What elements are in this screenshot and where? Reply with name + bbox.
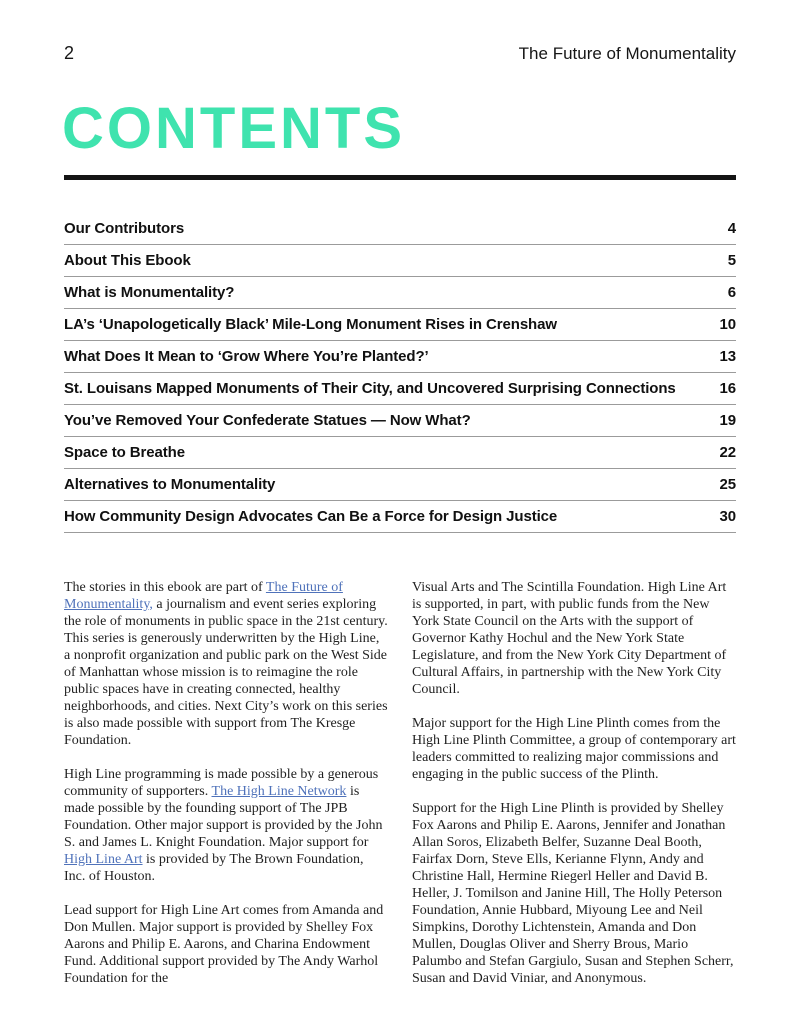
page-header	[64, 44, 736, 64]
toc-entry[interactable]	[64, 284, 736, 309]
toc-entry-label: Space to Breathe	[64, 443, 185, 461]
toc-entry[interactable]	[64, 444, 736, 469]
text-segment: Support for the High Line Plinth is provided by Shelley Fox Aarons and Philip E. Aarons, Jennifer and Jonathan Allan Soros, Elizabeth Belfer, Suzanne Deal Booth, Fairfax Dorn, Steve Ells, Kerianne Flynn, Andy and Christine Hall, Hermine Riegerl Heller and David B. Heller, J. Tomilson and Janine Hill, The Holly Peterson Foundation, Annie Hubbard, Miyoung Lee and Neil Simpkins, Dorothy Lichtenstein, Amanda and Don Mullen, Douglas Oliver and Sherry Brous, Mario Palumbo and Stefan Gargiulo, Susan and Stephen Scherr, Susan and David Viniar, and Anonymous.	[412, 800, 734, 986]
toc-entry-label: LA’s ‘Unapologetically Black’ Mile-Long Monument Rises in Crenshaw	[64, 315, 557, 333]
toc-entry[interactable]	[64, 476, 736, 501]
toc-entry[interactable]	[64, 412, 736, 437]
toc-entry-page-number: 5	[727, 251, 736, 269]
toc-entry-label: Our Contributors	[64, 219, 185, 237]
text-segment: Major support for the High Line Plinth comes from the High Line Plinth Committee, a group of contemporary art leaders committed to realizing major commissions and engaging in the public success of the Plinth.	[412, 715, 736, 782]
inline-link[interactable]: The Future of Monumentality,	[64, 579, 343, 612]
toc-entry[interactable]	[64, 380, 736, 405]
toc-entry-page-number: 30	[719, 507, 736, 525]
table-of-contents	[64, 220, 736, 533]
body-paragraph	[412, 579, 736, 698]
toc-entry-label: What is Monumentality?	[64, 283, 235, 301]
toc-entry[interactable]	[64, 316, 736, 341]
toc-entry-page-number: 6	[727, 283, 736, 301]
toc-entry-page-number: 4	[727, 219, 736, 237]
toc-entry-label: How Community Design Advocates Can Be a Force for Design Justice	[64, 507, 558, 525]
text-segment: Lead support for High Line Art comes from Amanda and Don Mullen. Major support is provided by Shelley Fox Aarons and Philip E. Aarons, and Charina Endowment Fund. Additional support provided by The Andy Warhol Foundation for the	[64, 902, 384, 986]
header-title: The Future of Monumentality	[518, 44, 736, 63]
inline-link[interactable]: High Line Art	[64, 851, 143, 867]
text-segment: is provided by The Brown Foundation, Inc. of Houston.	[64, 851, 364, 884]
text-segment: Visual Arts and The Scintilla Foundation. High Line Art is supported, in part, with public funds from the New York State Council on the Arts with the support of Governor Kathy Hochul and the New York State Legislature, and from the New York City Department of Cultural Affairs, in partnership with the New York City Council.	[412, 579, 727, 697]
toc-entry-label: Alternatives to Monumentality	[64, 475, 276, 493]
text-segment: a journalism and event series exploring the role of monuments in public space in the 21st century. This series is generously underwritten by the High Line, a nonprofit organization and public park on the West Side of Manhattan whose mission is to reimagine the role public spaces have in creating connected, healthy neighborhoods, and cities. Next City’s work on this series is also made possible with support from The Kresge Foundation.	[64, 596, 388, 748]
toc-entry-page-number: 10	[719, 315, 736, 333]
body-paragraph	[412, 800, 736, 987]
title-rule	[64, 175, 736, 180]
body-paragraph	[64, 766, 388, 885]
body-paragraph	[412, 715, 736, 783]
text-segment: is made possible by the founding support of The JPB Foundation. Other major support is provided by the John S. and James L. Knight Foundation. Major support for	[64, 783, 383, 850]
toc-entry-label: You’ve Removed Your Confederate Statues — Now What?	[64, 411, 471, 429]
toc-entry-label: What Does It Mean to ‘Grow Where You’re Planted?’	[64, 347, 429, 365]
inline-link[interactable]: The High Line Network	[211, 783, 347, 799]
toc-entry-page-number: 13	[719, 347, 736, 365]
toc-entry[interactable]	[64, 348, 736, 373]
page-title: CONTENTS	[62, 95, 405, 161]
toc-entry[interactable]	[64, 508, 736, 533]
toc-entry-page-number: 19	[719, 411, 736, 429]
body-paragraph	[64, 902, 388, 987]
body-paragraph	[64, 579, 388, 749]
toc-entry-label: About This Ebook	[64, 251, 191, 269]
toc-entry-page-number: 25	[719, 475, 736, 493]
page-number: 2	[64, 43, 75, 63]
toc-entry-label: St. Louisans Mapped Monuments of Their City, and Uncovered Surprising Connections	[64, 379, 676, 397]
toc-entry[interactable]	[64, 220, 736, 245]
toc-entry-page-number: 16	[719, 379, 736, 397]
toc-entry[interactable]	[64, 252, 736, 277]
toc-entry-page-number: 22	[719, 443, 736, 461]
text-segment: The stories in this ebook are part of	[64, 579, 266, 595]
body-column-right	[412, 579, 736, 987]
body-columns	[64, 579, 736, 987]
text-segment: High Line programming is made possible by a generous community of supporters.	[64, 766, 379, 799]
body-column-left	[64, 579, 388, 987]
